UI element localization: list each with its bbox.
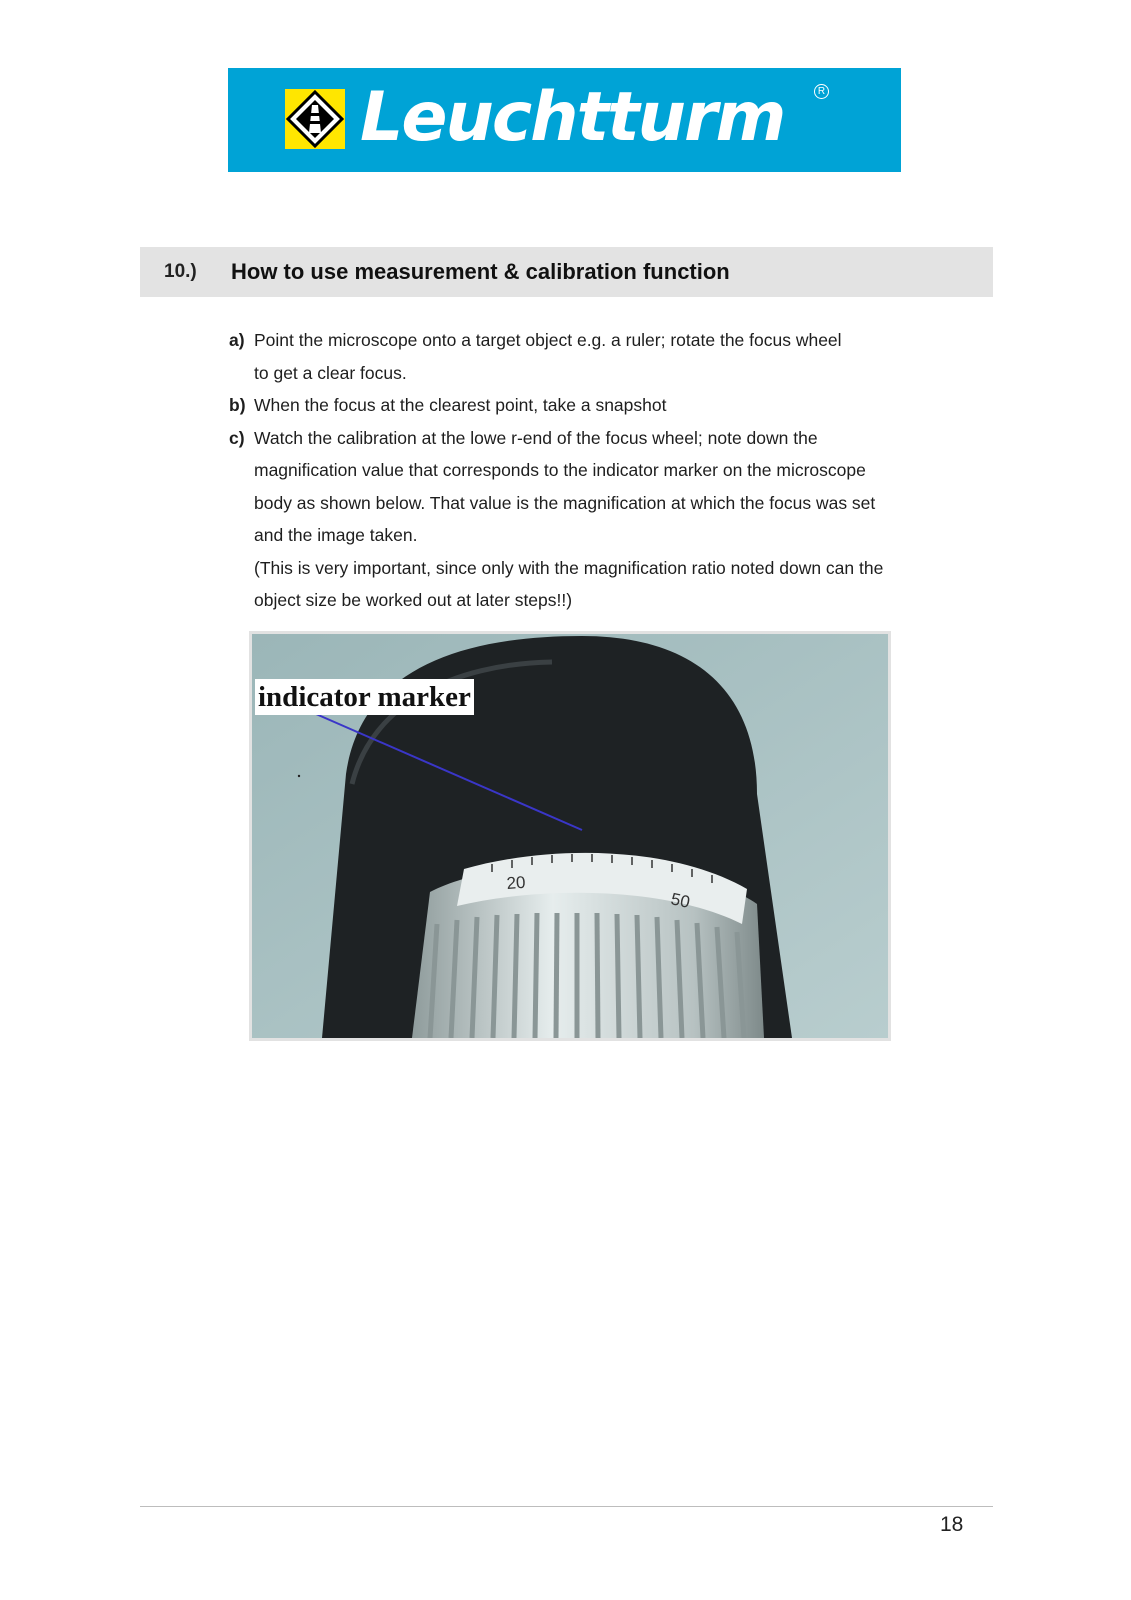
brand-wordmark: Leuchtturm — [360, 78, 785, 157]
step-c-line: (This is very important, since only with the magnification ratio noted down can the — [254, 557, 884, 578]
step-b-line: When the focus at the clearest point, take a snapshot — [254, 395, 667, 415]
page-number: 18 — [940, 1513, 964, 1536]
step-a-line: to get a clear focus. — [254, 362, 407, 383]
indicator-marker-label: indicator marker — [255, 679, 474, 715]
step-c-line: body as shown below. That value is the magnification at which the focus was set — [254, 492, 876, 513]
dial-number: 50 — [669, 889, 692, 912]
step-c-line: and the image taken. — [254, 525, 418, 545]
step-b-key: b) — [229, 395, 246, 415]
registered-trademark-icon: R — [814, 84, 829, 99]
step-c-line: object size be worked out at later steps!!) — [254, 590, 573, 610]
step-c-line: Watch the calibration at the lowe r-end of the focus wheel; note down the — [254, 427, 818, 448]
step-c-key: c) — [229, 427, 245, 448]
step-c — [229, 422, 949, 617]
step-a — [229, 324, 949, 389]
step-b — [229, 389, 949, 422]
dial-number: 20 — [505, 872, 527, 893]
section-number: 10.) — [164, 261, 197, 282]
step-c-line: magnification value that corresponds to the indicator marker on the microscope — [254, 460, 866, 480]
instruction-steps — [229, 324, 949, 617]
microscope-photo — [249, 631, 891, 1041]
section-title: How to use measurement & calibration function — [231, 259, 730, 284]
step-a-key: a) — [229, 330, 245, 350]
lighthouse-emblem-icon — [285, 89, 345, 149]
brand-logo-banner — [228, 68, 901, 172]
step-a-line: Point the microscope onto a target object e.g. a ruler; rotate the focus wheel — [254, 330, 842, 350]
section-heading-bar — [140, 247, 993, 297]
footer-divider — [140, 1506, 993, 1507]
